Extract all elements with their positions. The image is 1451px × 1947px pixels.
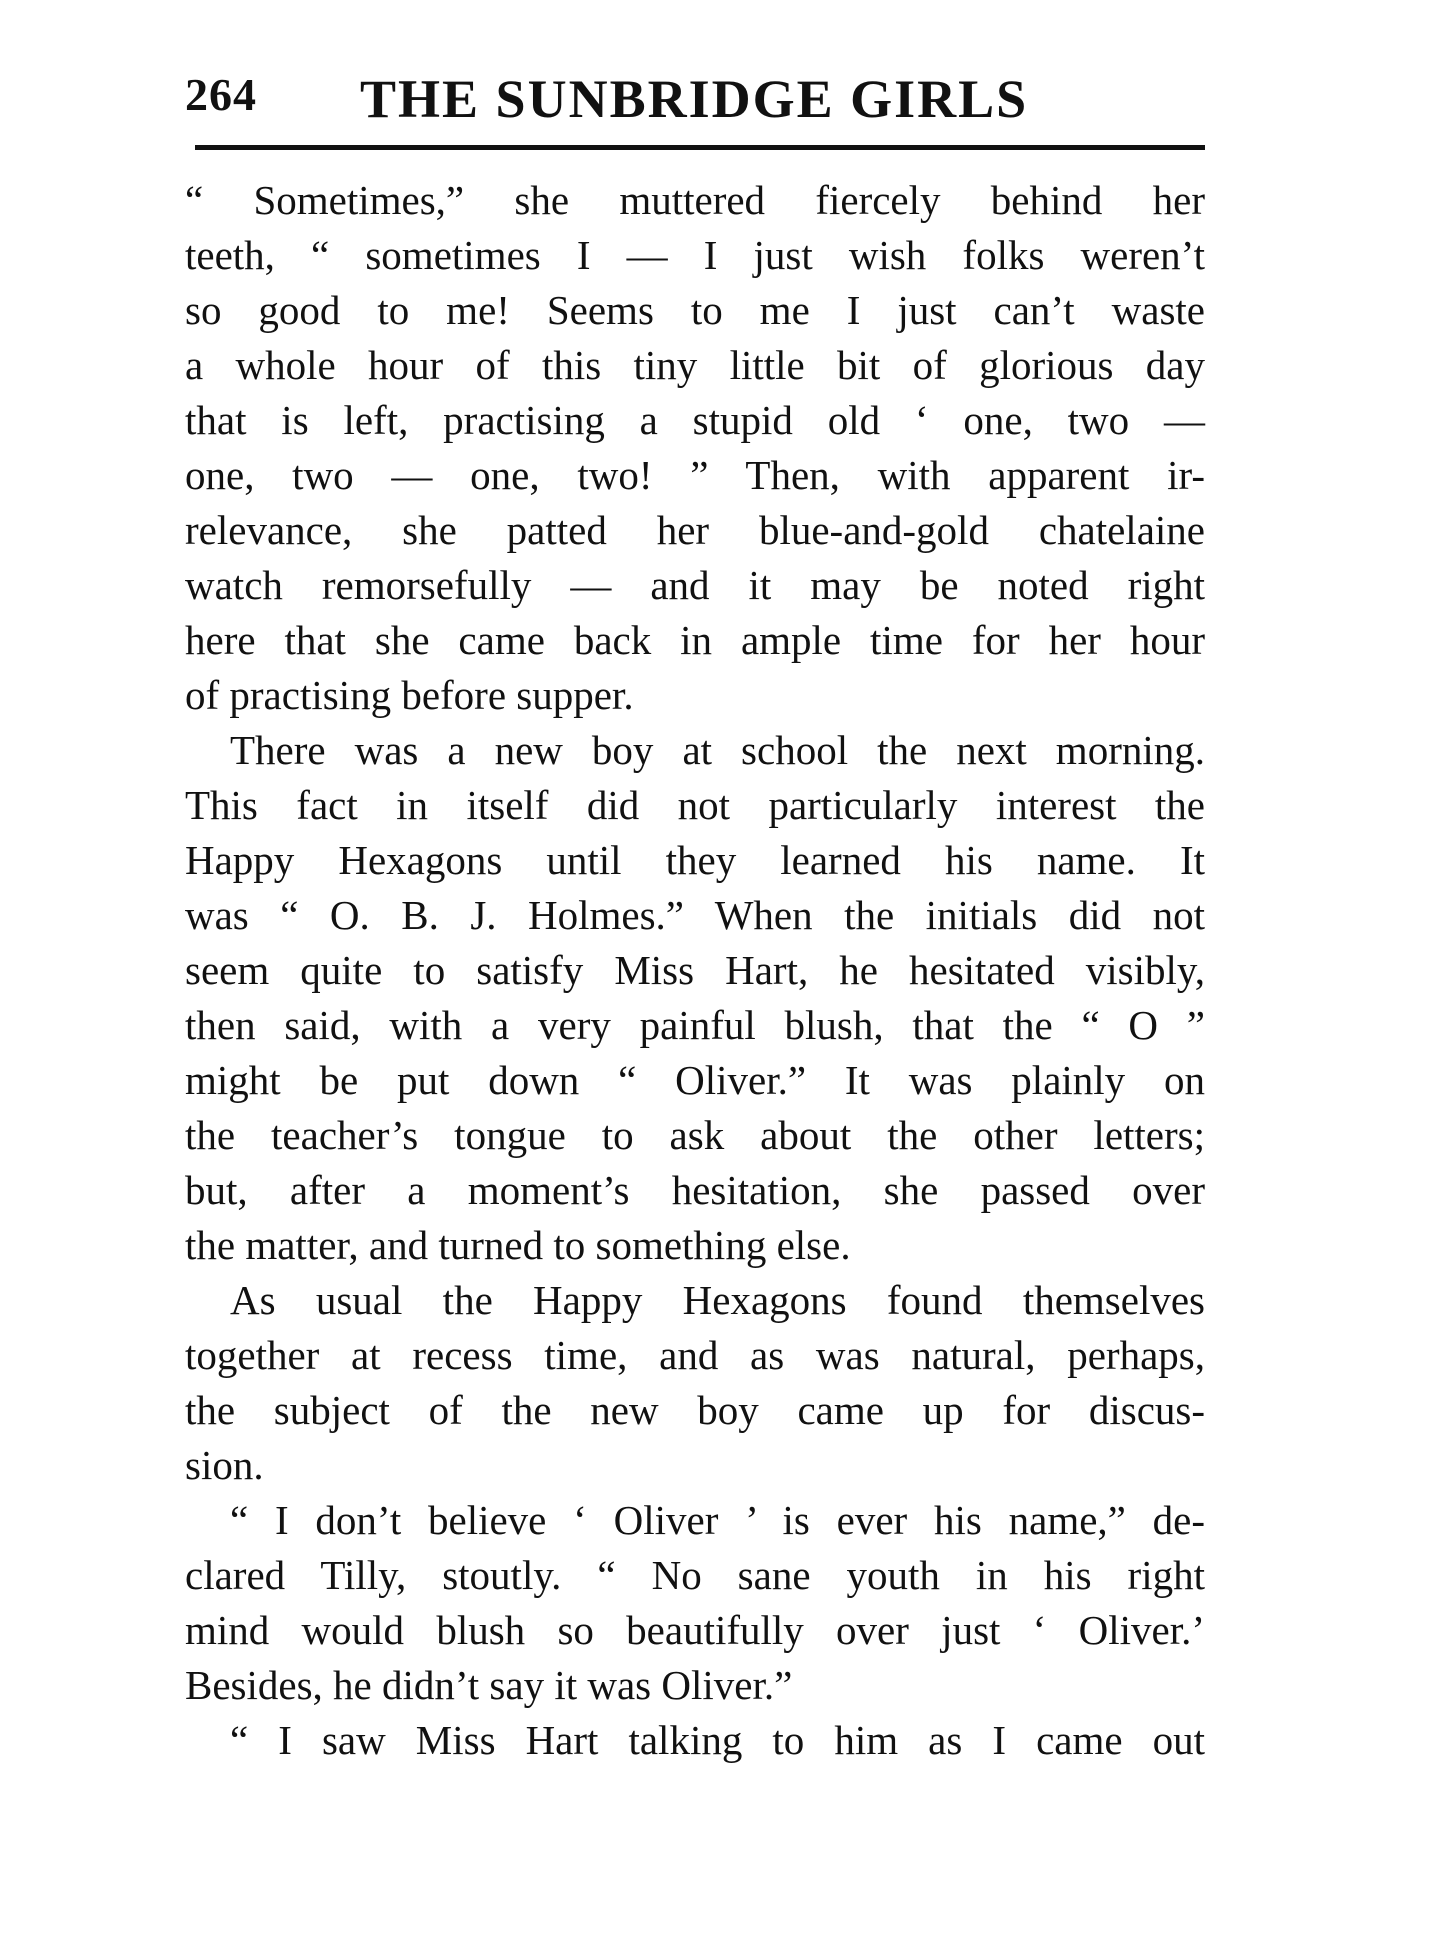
text-line: relevance, she patted her blue-and-gold chatelaine: [185, 507, 1205, 553]
text-line: Besides, he didn’t say it was Oliver.”: [185, 1662, 793, 1708]
page-number: 264: [185, 69, 257, 120]
text-line: teeth, “ sometimes I — I just wish folks weren’t: [185, 232, 1205, 278]
text-line: watch remorsefully — and it may be noted right: [185, 562, 1205, 608]
text-line: the subject of the new boy came up for discus-: [185, 1387, 1205, 1433]
paragraph-first-line: “ I don’t believe ‘ Oliver ’ is ever his name,” de-: [230, 1497, 1205, 1543]
body-text: [185, 173, 1205, 1768]
paragraph-first-line: As usual the Happy Hexagons found themselves: [230, 1277, 1205, 1323]
text-line: was “ O. B. J. Holmes.” When the initials did not: [185, 892, 1205, 938]
text-line: “ Sometimes,” she muttered fiercely behind her: [185, 177, 1205, 223]
text-line: This fact in itself did not particularly interest the: [185, 782, 1205, 828]
text-line: might be put down “ Oliver.” It was plainly on: [185, 1057, 1205, 1103]
text-line: that is left, practising a stupid old ‘ one, two —: [185, 397, 1205, 443]
text-line: Happy Hexagons until they learned his name. It: [185, 837, 1205, 883]
text-line: mind would blush so beautifully over just ‘ Oliver.’: [185, 1607, 1205, 1653]
text-line: so good to me! Seems to me I just can’t waste: [185, 287, 1205, 333]
text-line: then said, with a very painful blush, that the “ O ”: [185, 1002, 1205, 1048]
text-line: seem quite to satisfy Miss Hart, he hesitated visibly,: [185, 947, 1205, 993]
book-title: THE SUNBRIDGE GIRLS: [360, 69, 1029, 129]
text-line: the teacher’s tongue to ask about the other letters;: [185, 1112, 1205, 1158]
text-line: sion.: [185, 1442, 264, 1488]
paragraph-first-line: There was a new boy at school the next morning.: [230, 727, 1205, 773]
text-line: together at recess time, and as was natural, perhaps,: [185, 1332, 1205, 1378]
text-line: clared Tilly, stoutly. “ No sane youth in his right: [185, 1552, 1205, 1598]
text-line: a whole hour of this tiny little bit of glorious day: [185, 342, 1205, 388]
running-head: [185, 68, 1205, 138]
header-rule: [195, 145, 1205, 150]
text-line: of practising before supper.: [185, 672, 634, 718]
text-line: the matter, and turned to something else.: [185, 1222, 851, 1268]
text-line: but, after a moment’s hesitation, she passed over: [185, 1167, 1205, 1213]
text-line: here that she came back in ample time for her hour: [185, 617, 1205, 663]
text-line: one, two — one, two! ” Then, with apparent ir-: [185, 452, 1205, 498]
paragraph-first-line: “ I saw Miss Hart talking to him as I came out: [230, 1717, 1205, 1763]
